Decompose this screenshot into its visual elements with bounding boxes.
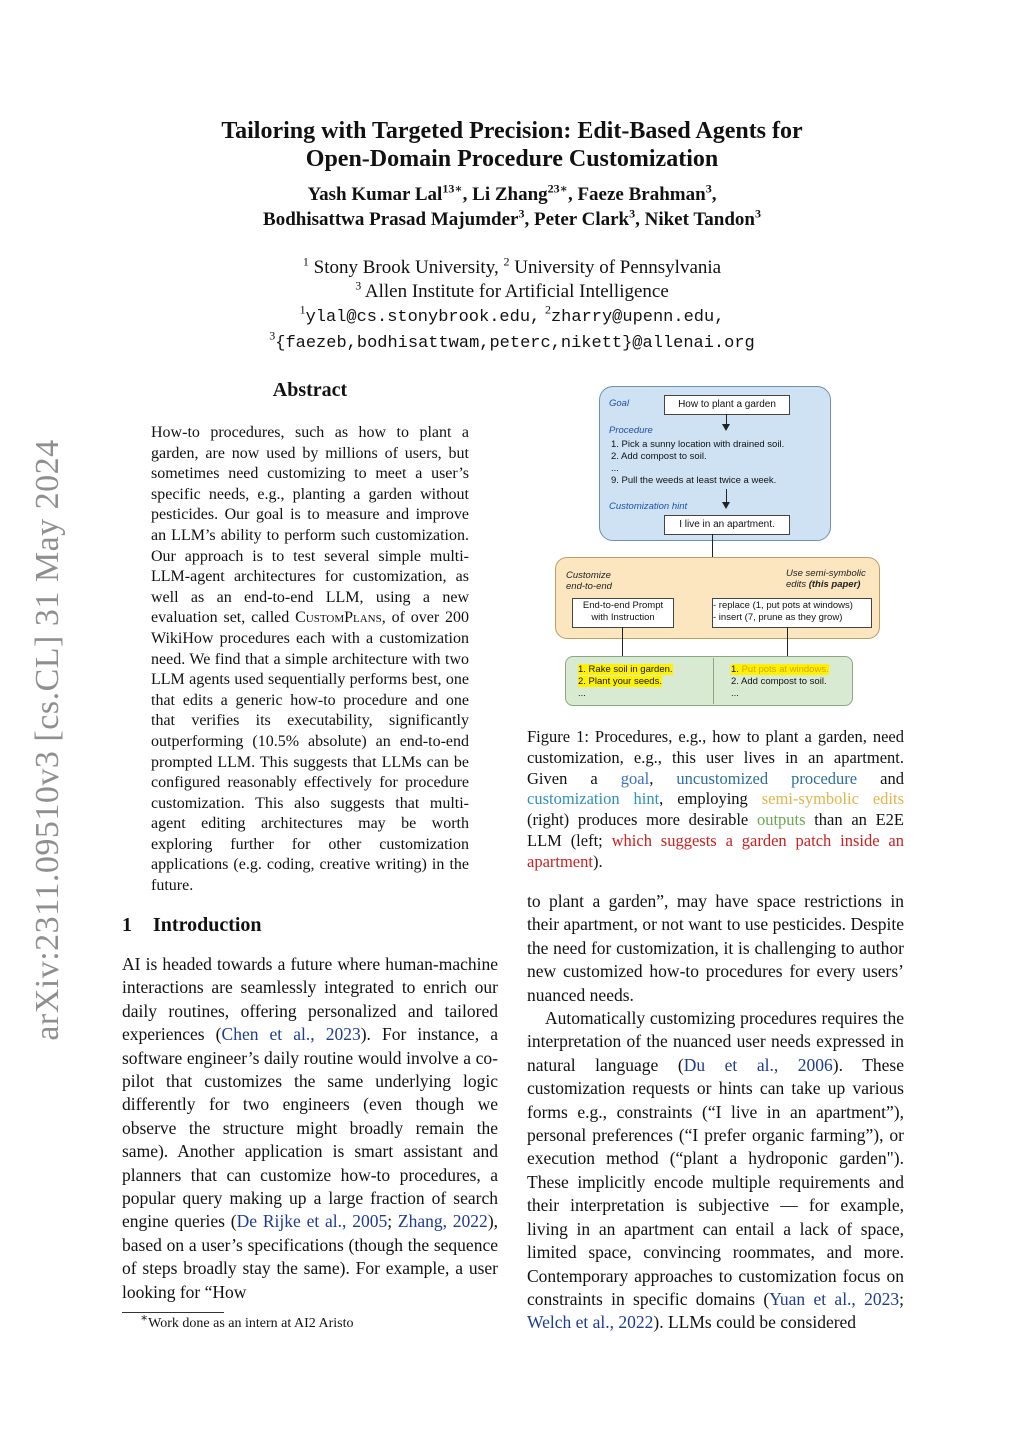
affil-mark: 1 [302,254,309,269]
footnote-rule [122,1312,224,1313]
affil-mark: 2 [544,302,551,317]
caption-text: than an E2E LLM (left; [527,810,904,850]
output-divider [713,658,714,704]
figure-caption [527,727,904,873]
affiliation-line-1 [120,256,904,280]
author-name: Faeze Brahman [577,184,706,205]
output-step-bad: 1. Rake soil in garden. [578,664,673,675]
author-line-2: Bodhisattwa Prasad Majumder$^3$, Peter Clark$^3$, Niket Tandon$^3$ [263,206,761,230]
intro-text: ). For instance, a software engineer’s daily routine would involve a co-pilot that customizes the same underlying logic differently for two engineers (even though we observe the structure might broadly remain the same). Another application is smart assistant and planners that can customize how-to procedures, a popular query making up a large fraction of search engine queries ( [122,1024,498,1232]
citation-link[interactable]: Chen et al., 2023 [221,1024,361,1045]
title-line-2: Open-Domain Procedure Customization [305,146,719,172]
author-name: Niket Tandon [644,209,755,230]
citation-link[interactable]: De Rijke et al., 2005 [236,1211,388,1232]
intro-text: ). LLMs could be considered [653,1312,857,1333]
affil-mark: 1 [299,302,306,317]
edits-label-line: edits [786,579,807,590]
output-step-bad: 2. Plant your seeds. [578,676,662,687]
email-ylal[interactable]: ylal@cs.stonybrook.edu, [305,308,541,327]
e2e-box-line: End-to-end Prompt [582,600,664,611]
dataset-name: CustomPlans [295,609,382,627]
output-step-number: 1. [731,664,739,675]
citation-separator: ; [387,1211,398,1232]
edits-label-emph: (this paper) [808,579,861,590]
edits-label [786,568,866,590]
intro-text: ). These customization requests or hints can take up various forms e.g., constraints (“I live in an apartment”), personal preferences (“I prefer organic farming”), or execution method (“plant a hydroponic garden"). These implicitly encode multiple requirements and their interpretation is subjective — for example, living in an apartment can entail a lack of space, limited space, convincing roommates, and more. Contemporary approaches to customization focus on constraints in specific domains ( [527,1054,905,1309]
edit-operation: - replace (1, put pots at windows) [713,600,853,611]
procedure-step: 1. Pick a sunny location with drained soil. [611,439,785,450]
output-step: 2. Add compost to soil. [731,676,827,687]
section-number: 1 [122,914,132,936]
caption-warning: which suggests a garden patch inside an apartment [527,830,904,871]
arxiv-identifier: arXiv:2311.09510v3 [cs.CL] 31 May 2024 [29,439,66,1041]
paragraph [527,890,904,1007]
author-affil-mark: 3 [629,206,636,221]
affiliation-line-2 [120,280,904,304]
e2e-prompt-box [572,598,674,628]
caption-outputs: outputs [756,810,806,830]
citation-link[interactable]: Welch et al., 2022 [527,1312,654,1333]
output-step: ... [578,688,586,699]
footnote [140,1310,354,1332]
abstract-text-2: , of over 200 WikiHow procedures each with a customization need. We find that a simple architecture with two LLM agents used sequentially performs best, one that edits a generic how-to procedure and one that verifies its executability, significantly outperforming (10.5% absolute) an end-to-end prompted LLM. This suggests that LLMs can be configured reasonably effectively for procedure customization. This also suggests that multi-agent editing architectures may be worth exploring further for other customization applications (e.g. coding, creative writing) in the future. [151,609,469,895]
intro-text: Automatically customizing procedures requires the interpretation of the nuanced user needs expressed in natural language ( [527,1008,904,1075]
e2e-label-line: end-to-end [566,581,612,592]
caption-text: , employing [659,789,762,809]
affil-mark: 2 [503,254,510,269]
author-affil-mark: 3 [754,206,761,221]
email-line-1 [120,304,904,330]
caption-text: , [649,768,677,788]
author-name: Peter Clark [533,209,630,230]
section-heading-introduction [122,914,262,937]
e2e-box-line: with Instruction [591,612,655,623]
goal-label: Goal [609,398,630,409]
abstract-heading: Abstract [272,379,348,401]
output-e2e [578,664,673,700]
caption-text: Figure 1: Procedures, e.g., how to plant a garden, need customization, e.g., this user lives in an apartment. Given a [527,727,904,788]
output-step-good: Put pots at windows. [741,664,829,675]
caption-text: ). [592,851,603,871]
procedure-steps [611,439,784,487]
author-affil-mark: 3 [705,181,712,196]
edits-label-line: Use semi-symbolic [786,568,866,579]
caption-text: and [857,768,905,788]
citation-link[interactable]: Zhang, 2022 [397,1211,488,1232]
author-affil-mark: 23∗ [547,181,568,196]
goal-box: How to plant a garden [664,395,790,415]
abstract-body [151,423,469,897]
caption-text: (right) produces more desirable [527,810,757,830]
caption-procedure: uncustomized procedure [676,768,858,788]
author-list [120,182,904,232]
procedure-step: ... [611,463,619,474]
email-zharry[interactable]: zharry@upenn.edu, [550,308,725,327]
intro-text: AI is headed towards a future where human-machine interactions are seamlessly integrated to enrich our daily routines, offering personalized and tailored experiences ( [122,954,498,1045]
caption-hint: customization hint [527,789,660,809]
abstract-text-1: How-to procedures, such as how to plant a garden, are now used by millions of users, but sometimes need customizing to meet a user’s specific needs, e.g., planting a garden without pesticides. Our goal is to measure and improve an LLM’s ability to perform such customization. Our approach is to test several simple multi-LLM-agent architectures for customization, as well as an end-to-end LLM, using a new evaluation set, called [151,424,469,627]
citation-separator: ; [899,1288,904,1309]
intro-left-column [122,953,498,1304]
author-line-1: Yash Kumar Lal$^{13∗}$, Li Zhang$^{23∗}$, Faeze Brahman$^3$, [307,181,717,205]
citation-link[interactable]: Du et al., 2006 [683,1054,833,1075]
procedure-step: 2. Add compost to soil. [611,451,707,462]
intro-text: ), based on a user’s specifications (though the sequence of steps broadly stay the same). For example, a user looking for “How [122,1211,499,1302]
e2e-label [566,570,612,592]
procedure-label: Procedure [609,425,653,436]
affil-mark: 3 [355,278,362,293]
edit-operation: - insert (7, prune as they grow) [713,612,843,623]
paper-title [120,117,904,173]
affil-mark: 3 [269,328,276,343]
hint-label: Customization hint [609,501,688,512]
author-name: Yash Kumar Lal [307,184,443,205]
footnote-text: Work done as an intern at AI2 Aristo [148,1316,354,1331]
author-name: Li Zhang [472,184,548,205]
author-name: Bodhisattwa Prasad Majumder [263,209,519,230]
author-affil-mark: 3 [518,206,525,221]
affiliation-upenn: University of Pennsylvania [514,257,722,278]
section-title: Introduction [153,914,262,936]
edits-box [712,598,872,628]
paragraph [527,1007,904,1335]
citation-link[interactable]: Yuan et al., 2023 [769,1288,900,1309]
intro-text: to plant a garden”, may have space restrictions in their apartment, or not want to use pesticides. Despite the need for customization, it is challenging to author new customized how-to procedures for every users’ nuanced needs. [527,891,904,1005]
hint-box: I live in an apartment. [664,515,790,535]
caption-edits: semi-symbolic edits [761,789,905,809]
intro-right-column [527,890,904,1335]
arrow-head [722,502,730,509]
footnote-mark: ∗ [140,1310,149,1325]
title-line-1: Tailoring with Targeted Precision: Edit-Based Agents for [221,118,803,144]
email-ai2-group[interactable]: {faezeb,bodhisattwam,peterc,nikett}@allenai.org [275,334,755,353]
arrow-head [722,424,730,431]
arxiv-sidebar [26,430,70,1050]
affiliations [120,256,904,356]
caption-goal: goal [620,768,650,788]
email-line-2 [120,330,904,356]
affiliation-stony-brook: Stony Brook University, [313,257,499,278]
arrow-connector [726,489,727,503]
e2e-label-line: Customize [566,570,611,581]
affiliation-ai2: Allen Institute for Artificial Intelligence [364,281,669,302]
output-step: ... [731,688,739,699]
author-affil-mark: 13∗ [442,181,463,196]
procedure-step: 9. Pull the weeds at least twice a week. [611,475,777,486]
output-edits [731,664,829,700]
